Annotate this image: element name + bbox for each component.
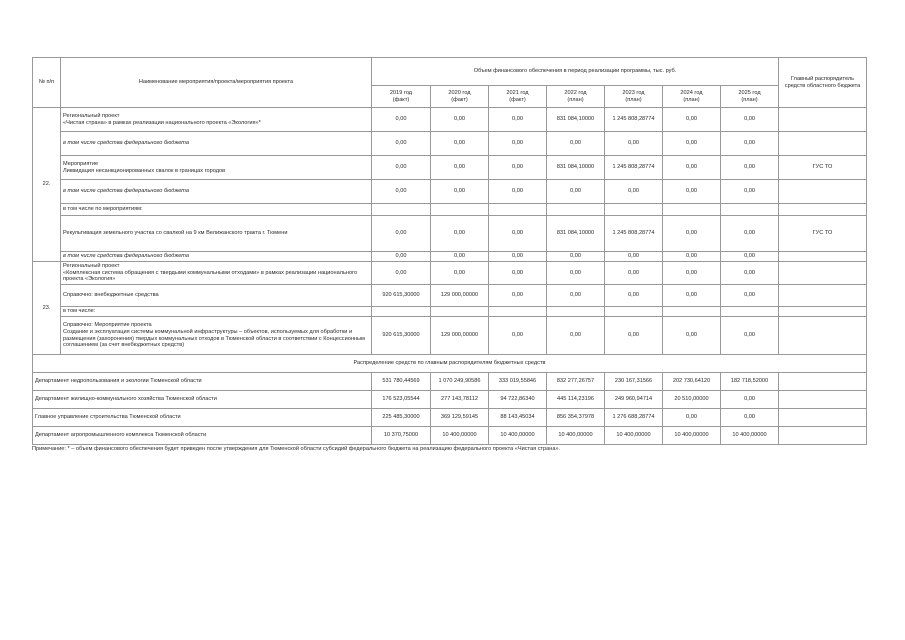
header-year-3 — [547, 86, 605, 108]
header-year-label: 2021 год — [506, 89, 529, 96]
header-volume: Объем финансового обеспечения в период реализации программы, тыс. руб. — [372, 58, 779, 86]
value-cell: 0,00 — [489, 156, 547, 180]
department-name: Главное управление строительства Тюменской области — [33, 409, 372, 427]
value-cell: 0,00 — [605, 317, 663, 355]
table-row — [33, 108, 867, 132]
header-year-kind: (план) — [567, 96, 584, 103]
value-cell: 1 245 808,28774 — [605, 108, 663, 132]
value-cell: 0,00 — [721, 262, 779, 285]
header-year-5 — [663, 86, 721, 108]
row-name: Мероприятие Ликвидация несанкционированных свалок в границах городов — [61, 156, 372, 180]
row-name: Региональный проект «Чистая страна» в рамках реализации национального проекта «Экология»* — [61, 108, 372, 132]
row-name: в том числе по мероприятиям: — [61, 204, 372, 216]
row-name: в том числе средства федерального бюджета — [61, 180, 372, 204]
value-cell: 1 245 808,28774 — [605, 216, 663, 252]
value-cell: 0,00 — [547, 317, 605, 355]
value-cell: 10 400,00000 — [431, 427, 489, 445]
value-cell: 1 276 688,28774 — [605, 409, 663, 427]
value-cell: 10 400,00000 — [605, 427, 663, 445]
value-cell — [663, 204, 721, 216]
value-cell: 129 000,00000 — [431, 317, 489, 355]
value-cell: 0,00 — [372, 180, 431, 204]
value-cell: 856 354,37978 — [547, 409, 605, 427]
distributor-cell — [779, 409, 867, 427]
value-cell: 0,00 — [605, 262, 663, 285]
header-year-kind: (план) — [625, 96, 642, 103]
value-cell — [431, 204, 489, 216]
table-row — [33, 216, 867, 252]
value-cell: 831 084,10000 — [547, 156, 605, 180]
row-name: Справочно: Мероприятие проекта Создание и эксплуатация системы коммунальной инфраструктуры – объектов, используемых для обработки и размещения (захоронения) твердых коммунальных отходов в Тюменской области в соответствии с Концессионным соглашением (за счет внебюджетных средств) — [61, 317, 372, 355]
value-cell: 0,00 — [547, 180, 605, 204]
value-cell: 88 143,45034 — [489, 409, 547, 427]
header-year-1 — [431, 86, 489, 108]
section-title: Распределение средств по главным распорядителям бюджетных средств — [33, 355, 867, 373]
value-cell: 0,00 — [547, 285, 605, 307]
distributor-cell — [779, 285, 867, 307]
header-year-kind: (факт) — [451, 96, 468, 103]
value-cell: 10 400,00000 — [663, 427, 721, 445]
value-cell: 0,00 — [489, 285, 547, 307]
value-cell: 0,00 — [489, 108, 547, 132]
value-cell — [605, 307, 663, 317]
value-cell: 277 143,78112 — [431, 391, 489, 409]
value-cell: 0,00 — [663, 262, 721, 285]
header-name: Наименование мероприятия/проекта/мероприятия проекта — [61, 58, 372, 108]
value-cell: 10 400,00000 — [547, 427, 605, 445]
header-year-label: 2020 год — [448, 89, 471, 96]
value-cell: 1 070 249,90586 — [431, 373, 489, 391]
value-cell — [372, 204, 431, 216]
distributor-cell — [779, 132, 867, 156]
header-year-label: 2019 год — [389, 89, 413, 96]
value-cell — [489, 204, 547, 216]
value-cell: 0,00 — [663, 285, 721, 307]
value-cell: 0,00 — [372, 216, 431, 252]
value-cell — [431, 307, 489, 317]
value-cell: 369 129,59145 — [431, 409, 489, 427]
value-cell: 0,00 — [721, 180, 779, 204]
value-cell — [547, 307, 605, 317]
value-cell: 0,00 — [372, 262, 431, 285]
value-cell: 0,00 — [489, 317, 547, 355]
department-name: Департамент жилищно-коммунального хозяйства Тюменской области — [33, 391, 372, 409]
header-year-label: 2022 год — [564, 89, 587, 96]
value-cell: 832 277,26757 — [547, 373, 605, 391]
group-number: 23. — [33, 262, 61, 355]
value-cell: 920 615,30000 — [372, 317, 431, 355]
group-number: 22. — [33, 108, 61, 262]
value-cell: 0,00 — [431, 156, 489, 180]
value-cell: 0,00 — [721, 108, 779, 132]
value-cell: 0,00 — [431, 132, 489, 156]
value-cell: 0,00 — [721, 391, 779, 409]
header-num: № п/п — [33, 58, 61, 108]
value-cell: 10 370,75000 — [372, 427, 431, 445]
header-year-label: 2025 год — [738, 89, 761, 96]
value-cell: 0,00 — [663, 216, 721, 252]
value-cell: 0,00 — [721, 132, 779, 156]
section-row — [33, 355, 867, 373]
department-row — [33, 409, 867, 427]
value-cell: 831 084,10000 — [547, 216, 605, 252]
value-cell: 0,00 — [489, 216, 547, 252]
header-year-kind: (план) — [741, 96, 758, 103]
distributor-cell — [779, 373, 867, 391]
table-row — [33, 156, 867, 180]
row-name: Рекультивация земельного участка со свалкой на 9 км Велижанского тракта г. Тюмени — [61, 216, 372, 252]
value-cell: 0,00 — [547, 262, 605, 285]
value-cell: 0,00 — [372, 132, 431, 156]
value-cell: 0,00 — [721, 317, 779, 355]
value-cell: 0,00 — [431, 262, 489, 285]
value-cell: 230 167,31566 — [605, 373, 663, 391]
table-row — [33, 307, 867, 317]
table-row — [33, 285, 867, 307]
value-cell: 0,00 — [721, 285, 779, 307]
distributor-cell: ГУС ТО — [779, 156, 867, 180]
department-name: Департамент агропромышленного комплекса Тюменской области — [33, 427, 372, 445]
value-cell: 0,00 — [663, 409, 721, 427]
distributor-cell — [779, 307, 867, 317]
value-cell: 0,00 — [721, 409, 779, 427]
header-year-label: 2024 год — [680, 89, 703, 96]
value-cell: 0,00 — [431, 108, 489, 132]
header-year-2 — [489, 86, 547, 108]
value-cell: 0,00 — [721, 252, 779, 262]
department-name: Департамент недропользования и экологии Тюменской области — [33, 373, 372, 391]
value-cell — [605, 204, 663, 216]
header-year-4 — [605, 86, 663, 108]
value-cell — [721, 204, 779, 216]
value-cell: 0,00 — [372, 252, 431, 262]
value-cell: 0,00 — [547, 252, 605, 262]
header-year-0 — [372, 86, 431, 108]
value-cell: 0,00 — [372, 108, 431, 132]
value-cell: 0,00 — [663, 108, 721, 132]
value-cell: 129 000,00000 — [431, 285, 489, 307]
value-cell: 94 722,86340 — [489, 391, 547, 409]
header-row — [33, 58, 867, 86]
value-cell: 0,00 — [431, 216, 489, 252]
row-name: Региональный проект «Комплексная система обращения с твердыми коммунальными отходами» в рамках реализации национального проекта «Экология» — [61, 262, 372, 285]
distributor-cell — [779, 108, 867, 132]
value-cell: 1 245 808,28774 — [605, 156, 663, 180]
header-distributor: Главный распорядитель средств областного бюджета — [779, 58, 867, 108]
value-cell: 0,00 — [431, 180, 489, 204]
table-row — [33, 252, 867, 262]
value-cell: 202 730,64120 — [663, 373, 721, 391]
row-name: в том числе: — [61, 307, 372, 317]
value-cell: 0,00 — [605, 180, 663, 204]
distributor-cell — [779, 317, 867, 355]
value-cell — [489, 307, 547, 317]
value-cell: 0,00 — [489, 180, 547, 204]
value-cell: 10 400,00000 — [721, 427, 779, 445]
value-cell: 0,00 — [489, 262, 547, 285]
table-row — [33, 180, 867, 204]
row-name: в том числе средства федерального бюджета — [61, 132, 372, 156]
department-row — [33, 391, 867, 409]
value-cell: 0,00 — [663, 132, 721, 156]
value-cell: 0,00 — [663, 252, 721, 262]
department-row — [33, 427, 867, 445]
distributor-cell — [779, 262, 867, 285]
row-name: Справочно: внебюджетные средства — [61, 285, 372, 307]
header-year-kind: (факт) — [392, 96, 410, 103]
header-year-kind: (факт) — [509, 96, 526, 103]
value-cell: 333 019,55846 — [489, 373, 547, 391]
value-cell: 0,00 — [721, 156, 779, 180]
value-cell: 176 523,05544 — [372, 391, 431, 409]
header-year-label: 2023 год — [622, 89, 645, 96]
value-cell: 831 084,10000 — [547, 108, 605, 132]
value-cell — [663, 307, 721, 317]
value-cell: 445 114,23196 — [547, 391, 605, 409]
value-cell: 10 400,00000 — [489, 427, 547, 445]
table-row — [33, 262, 867, 285]
value-cell: 0,00 — [663, 156, 721, 180]
table-row — [33, 132, 867, 156]
value-cell — [547, 204, 605, 216]
value-cell: 0,00 — [663, 317, 721, 355]
value-cell — [372, 307, 431, 317]
table-row — [33, 317, 867, 355]
header-year-kind: (план) — [683, 96, 700, 103]
funding-table — [32, 57, 867, 445]
department-row — [33, 373, 867, 391]
row-name: в том числе средства федерального бюджета — [61, 252, 372, 262]
distributor-cell: ГУС ТО — [779, 216, 867, 252]
value-cell: 0,00 — [721, 216, 779, 252]
distributor-cell — [779, 391, 867, 409]
table-row — [33, 204, 867, 216]
value-cell: 225 485,30000 — [372, 409, 431, 427]
distributor-cell — [779, 427, 867, 445]
footnote: Примечание: * – объем финансового обеспечения будет приведен после утверждения для Тюменской области субсидий федерального бюджета на реализацию федерального проекта «Чистая страна». — [32, 446, 561, 452]
value-cell: 0,00 — [547, 132, 605, 156]
value-cell: 20 510,00000 — [663, 391, 721, 409]
value-cell: 920 615,30000 — [372, 285, 431, 307]
value-cell: 531 780,44569 — [372, 373, 431, 391]
distributor-cell — [779, 252, 867, 262]
value-cell: 0,00 — [605, 285, 663, 307]
distributor-cell — [779, 204, 867, 216]
value-cell: 0,00 — [372, 156, 431, 180]
value-cell: 0,00 — [489, 252, 547, 262]
value-cell: 0,00 — [605, 132, 663, 156]
value-cell: 0,00 — [431, 252, 489, 262]
distributor-cell — [779, 180, 867, 204]
value-cell: 0,00 — [663, 180, 721, 204]
header-year-6 — [721, 86, 779, 108]
value-cell: 249 960,94714 — [605, 391, 663, 409]
value-cell: 182 718,52000 — [721, 373, 779, 391]
value-cell: 0,00 — [605, 252, 663, 262]
value-cell: 0,00 — [489, 132, 547, 156]
value-cell — [721, 307, 779, 317]
